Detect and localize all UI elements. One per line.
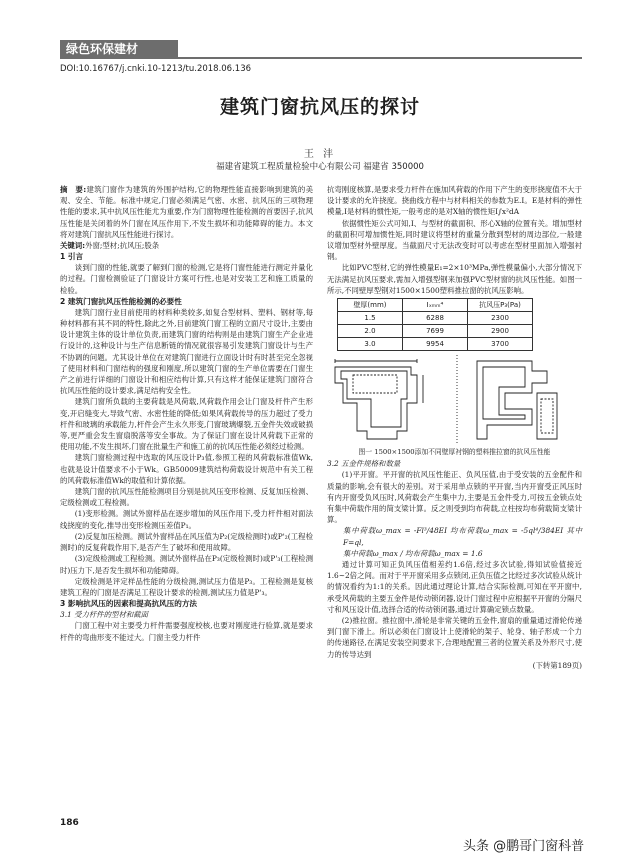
equation: 集中荷载ω_max = -Fl³/48EI 均布荷载ω_max = -5ql⁴/384EI 其中F=ql,	[343, 526, 582, 547]
paragraph: 门窗工程中对主要受力杆件需要强度校核,也要对刚度进行验算,就是要求杆件的弯曲形变不能过大。门窗主受力杆件	[60, 621, 313, 642]
table-header: 壁厚(mm)	[338, 299, 403, 312]
paragraph: (3)定级检测或工程检测。测试外窗样品在P₃(定级检测时)或P'₃(工程检测时)压力下,是否发生损坏和功能障碍。	[60, 554, 313, 575]
continued-note: (下转第189页)	[532, 660, 582, 670]
doi: DOI:10.16767/j.cnki.10-1213/tu.2018.06.136	[60, 64, 252, 74]
paragraph: 定级检测是评定样品性能的分级检测,测试压力值是P₃。工程检测是复核建筑工程的门窗是否满足工程设计要求的检测,测试压力值是P'₃。	[60, 576, 313, 597]
paragraph: (2)反复加压检测。测试外窗样品在风压值为P₂(定级检测时)或P'₂(工程检测时)的反复荷载作用下,是否产生了破坏和使用故障。	[60, 531, 313, 553]
table-cell: 3.0	[338, 338, 403, 351]
paragraph: 建筑门窗所负载的主要荷载是风荷载,风荷载作用会让门窗及杆件产生形变,开启缝变大,导致气密、水密性能的降低;如果风荷载传导的压力超过了受力杆件和玻璃的承载能力,杆件会产生永久形变,门窗玻璃爆裂,五金件失效或破损等,更严重会发生窗扇脱落等安全事故。为了保证门窗在设计风荷载下正常的使用功能,不发生损坏,门窗在批量生产和施工前的抗风压性能必须经过检测。	[60, 397, 313, 452]
section-label: 绿色环保建材	[60, 40, 178, 58]
profile-figure	[327, 353, 582, 445]
table-cell: 1.5	[338, 312, 403, 325]
table-row	[338, 338, 533, 351]
keywords	[60, 240, 313, 251]
paragraph: 建筑门窗的抗风压性能检测项目分别是抗风压变形检测、反复加压检测、定级检测或工程检测。	[60, 487, 313, 508]
author: 王 沣	[303, 149, 337, 160]
table-cell: 3700	[468, 338, 533, 351]
paragraph: 建筑门窗行业目前使用的材料种类较多,如复合型材料、塑料、钢材等,每种材料都有其不同的特性,除此之外,目前建筑门窗工程的立面尺寸设计,主要由设计建筑主体的设计单位负责,而建筑门窗的结构则是由建筑门窗生产企业进行设计的,这种设计与生产信息断链的情况就很容易引发建筑门窗设计与生产不协调的问题。尤其设计单位在对建筑门窗进行立面设计时有时甚至完全忽视了使用材料和门窗结构的强度和刚度,所以建筑门窗的生产单位需要在门窗生产之前进行详细的门窗设计和相应结构计算,只有这样才能保证建筑门窗符合抗风压性能的设计要求,满足结构安全性。	[60, 307, 313, 396]
profile-drawing	[327, 353, 582, 445]
integral-formula: ∫x²dA	[498, 207, 520, 217]
watermark: 头条 @鹏哥门窗科普	[463, 839, 585, 854]
table-cell: 7699	[403, 325, 468, 338]
header-rule	[60, 57, 582, 59]
table-header-row	[338, 299, 533, 312]
page-number: 186	[60, 818, 79, 828]
paragraph	[327, 184, 582, 218]
subsection-heading: 3.1 受力杆件的型材和截面	[60, 610, 149, 620]
affiliation: 福建省建筑工程质量检验中心有限公司 福建省 350000	[216, 162, 424, 172]
section-heading: 2 建筑门窗抗风压性能检测的必要性	[60, 296, 182, 306]
table-header: Iₓₘₘ⁴	[403, 299, 468, 312]
table-cell: 9954	[403, 338, 468, 351]
equation: 集中荷载ω_max / 均布荷载ω_max = 1.6	[343, 548, 483, 558]
paragraph: 通过计算可知正负风压值相差约1.6倍,经过多次试验,得知试验值接近1.6~2倍之间。而对于平开窗采用多点锁闭,正负压值之比经过多次试验从统计的情况看约为1:1的关系。因此通过理论计算,结合实际检测,可知在平开窗中,承受风荷载的主要五金件是传动锁闭器,设计门窗过程中应根据平开窗的分隔尺寸和风压设计值,选择合适的传动锁闭器,通过计算确定锁点数量。	[327, 560, 582, 614]
paragraph: 依据惯性矩公式可知,I、与型材的截面积、形心X轴的位置有关。增加型材的截面积可增加惯性矩,同时建议将型材的重量分散到型材的周边部位,一般建议增加型材外壁厚度。当截面尺寸无法改变时可以考虑在型材里面加入增强衬钢。	[327, 218, 582, 262]
table-cell: 2.0	[338, 325, 403, 338]
paragraph-text: 抗弯刚度核算,是要求受力杆件在施加风荷载的作用下产生的变形挠度值不大于设计要求的允许挠度。挠曲线方程中与材料相关的参数为E.I。E是材料的弹性模量,I是材料的惯性矩,一般考虑的是对X轴的惯性矩I	[327, 185, 582, 217]
keywords-label: 关键词:	[60, 241, 86, 251]
table-header: 抗风压P₃(Pa)	[468, 299, 533, 312]
paragraph: (2)推拉窗。推拉窗中,滑轮是非常关键的五金件,窗扇的重量通过滑轮传递到门窗下滑上。所以必须在门窗设计上使滑轮的架子、轮身、轴子形成一个力的传递路径,在满足安装空间要求下,合理地配置三者的位置关系及外形尺寸,使力的传导达到	[327, 616, 582, 659]
abstract-text: 建筑门窗作为建筑的外围护结构,它的物理性能直接影响到建筑的美观、安全、节能。标准中规定,门窗必须满足气密、水密、抗风压的三项物理性能的要求,其中抗风压性能尤为重要,作为门窗物理性能检测的首要因子,抗风压性能是关闭着的外门窗在风压作用下,不发生损坏和功能障碍的能力。本文将对建筑门窗抗风压性能进行探讨。	[60, 185, 313, 239]
table-cell: 6288	[403, 312, 468, 325]
abstract	[60, 184, 313, 240]
paragraph: (1)变形检测。测试外窗样品在逐步增加的风压作用下,受力杆件相对面法线挠度的变化,推导出变形检测压差值P₁。	[60, 509, 313, 530]
keywords-text: 外窗;型材;抗风压;股条	[85, 241, 160, 251]
table-cell: 2300	[468, 312, 533, 325]
figure-caption: 图一 1500×1500添加不同壁厚衬钢的塑料推拉窗的抗风压性能	[358, 448, 551, 457]
right-column	[327, 184, 582, 671]
table-row	[338, 325, 533, 338]
article-title: 建筑门窗抗风压的探讨	[219, 96, 420, 118]
section-heading: 1 引言	[60, 252, 84, 262]
paragraph: 比如PVC型材,它的弹性模量E₁=2×10³MPa,弹性模量偏小,大部分情况下无法满足抗风压要求,需加入增强型钢来加强PVC型材窗的抗风压性能。如图一所示,不同壁厚型钢对1500×1500塑料推拉窗的抗风压影响。	[327, 263, 582, 295]
table-row	[338, 312, 533, 325]
paragraph: 建筑门窗检测过程中选取的风压设计P₃值,参照工程的风荷载标准值Wk,也就是设计值要求不小于Wk。GB50009建筑结构荷载设计规范中有关工程的风荷载标准值Wk的取值和计算依据。	[60, 453, 313, 485]
abstract-label: 摘 要:	[60, 185, 87, 194]
section-heading: 3 影响抗风压的因素和提高抗风压的方法	[60, 599, 198, 609]
subsection-heading: 3.2 五金件规格和数量	[327, 459, 401, 469]
paragraph: 谈到门窗的性能,就要了解到门窗的检测,它是将门窗性能进行测定并量化的过程。门窗检测验证了门窗设计方案可行性,也是对安装工艺和施工质量的检验。	[60, 263, 313, 295]
table-cell: 2900	[468, 325, 533, 338]
thickness-table	[337, 298, 533, 351]
paragraph: (1)平开窗。平开窗的抗风压性能正、负风压值,由于受安装的五金配件和质量的影响,会有很大的差别。对于采用单点锁的平开窗,当内开窗受正风压时有内开窗受负风压时,风荷载会产生集中力,主要是五金件受力,可按五金锁点处有集中荷载作用的简支梁计算。反之则受到均布荷载,立柱按均布荷载简支梁计算。	[327, 470, 582, 525]
left-column	[60, 184, 313, 643]
